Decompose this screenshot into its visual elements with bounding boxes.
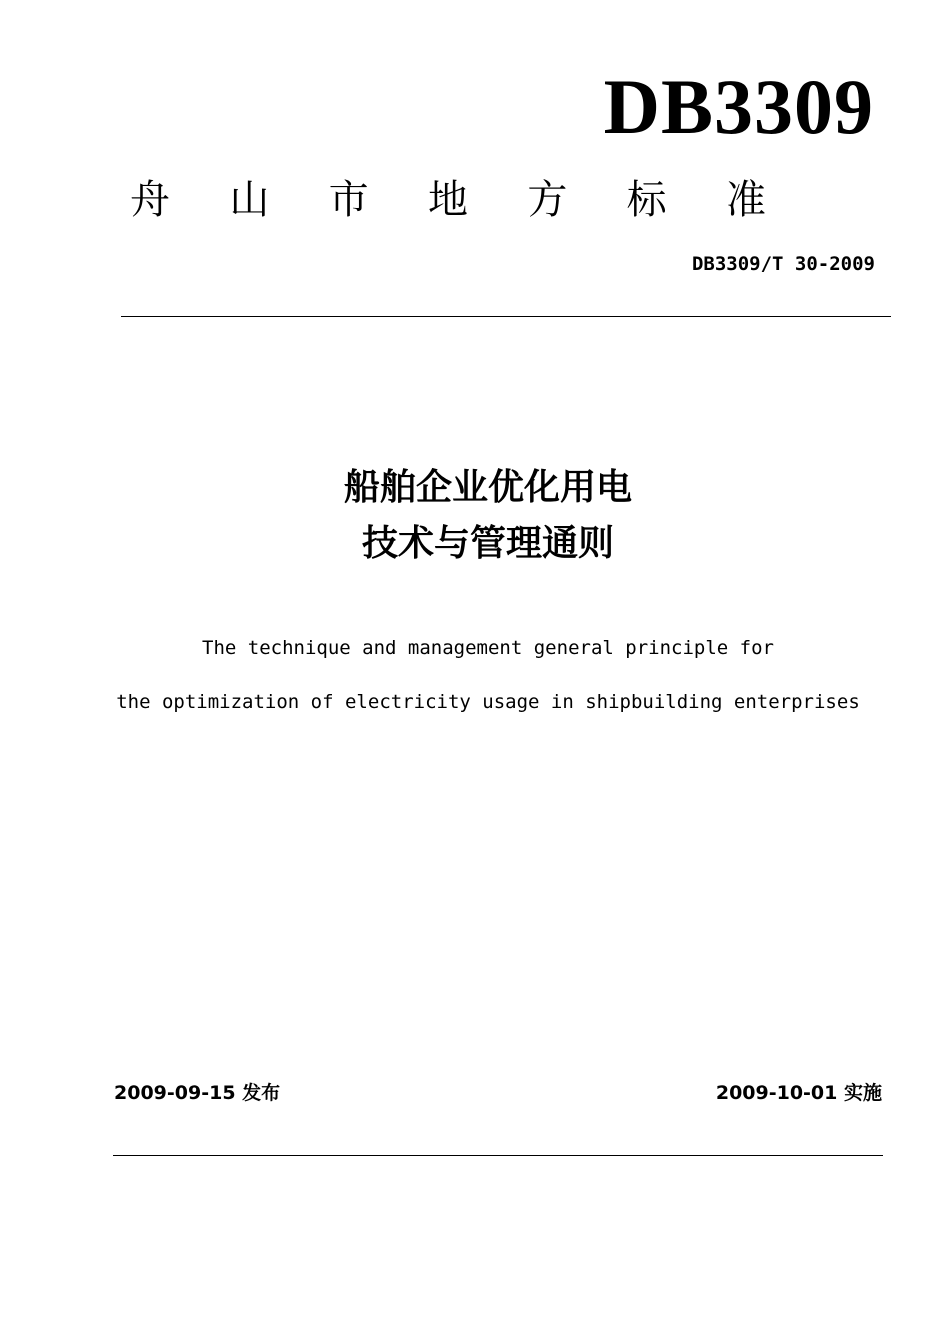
issue-date: 2009-09-15 发布 <box>114 1082 281 1104</box>
standard-code: DB3309 <box>603 63 874 150</box>
standard-type-char: 准 <box>725 177 766 223</box>
standard-number: DB3309/T 30-2009 <box>691 253 875 275</box>
standard-type-char: 标 <box>626 177 667 223</box>
english-title-line-2: the optimization of electricity usage in shipbuilding enterprises <box>116 691 860 713</box>
standard-type-heading <box>128 172 768 228</box>
standard-type-char: 地 <box>427 177 468 223</box>
standard-type-char: 方 <box>527 177 568 223</box>
top-divider <box>121 316 891 317</box>
bottom-divider <box>113 1155 883 1156</box>
chinese-title-line-2: 技术与管理通则 <box>361 523 614 564</box>
english-title-line-1: The technique and management general principle for <box>202 637 774 659</box>
effective-date: 2009-10-01 实施 <box>715 1082 882 1104</box>
standard-type-char: 舟 <box>130 177 170 223</box>
standard-type-char: 山 <box>229 177 270 223</box>
standard-type-char: 市 <box>328 177 369 223</box>
chinese-title-line-1: 船舶企业优化用电 <box>343 467 632 508</box>
